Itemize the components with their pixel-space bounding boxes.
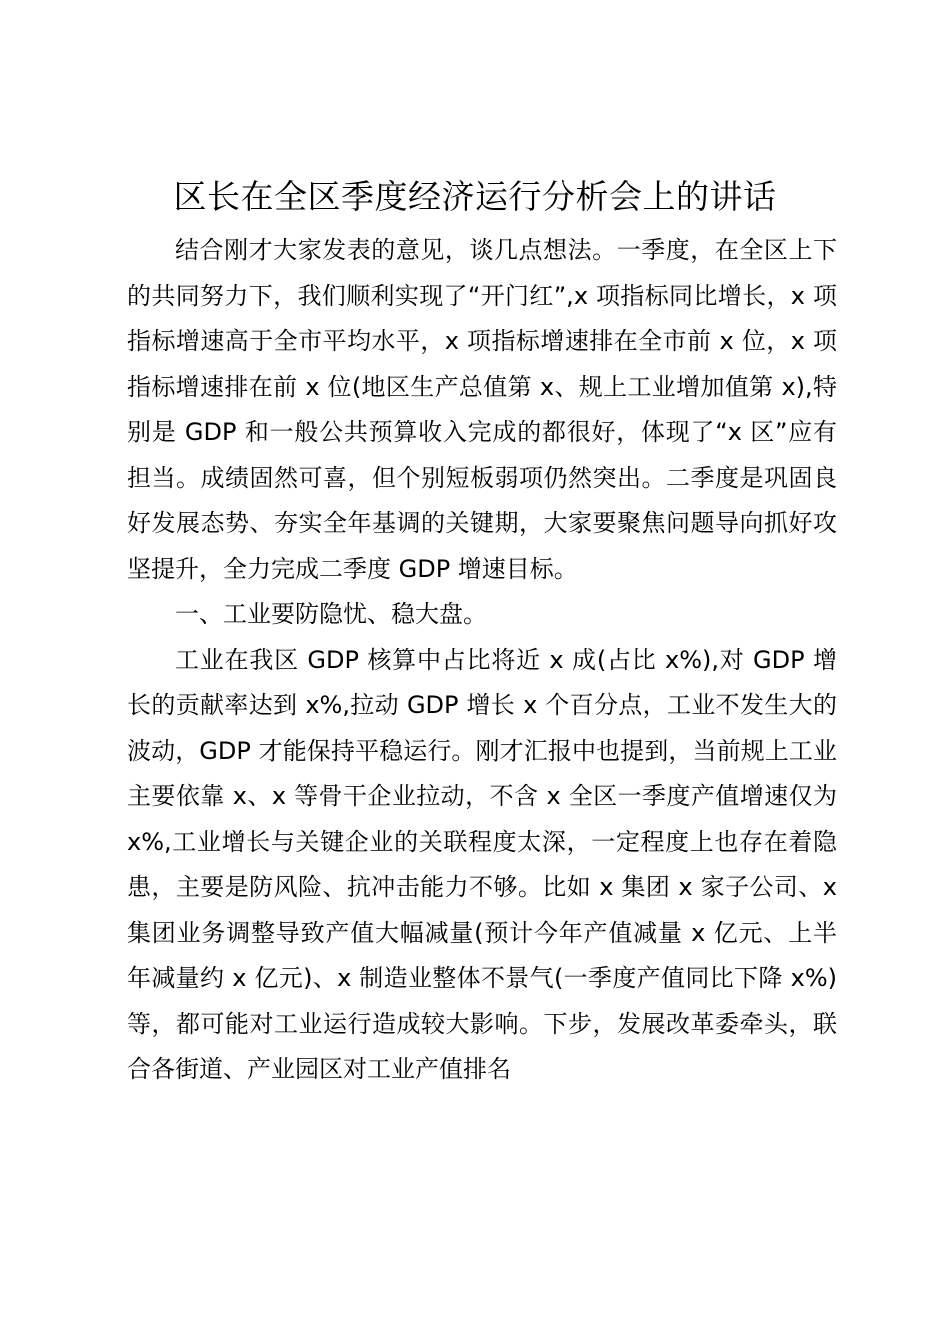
document-title: 区长在全区季度经济运行分析会上的讲话: [173, 177, 777, 216]
section-heading-industry: 一、工业要防隐忧、稳大盘。: [175, 600, 487, 628]
document-body: [127, 228, 837, 1093]
paragraph-industry: 工业在我区 GDP 核算中占比将近 x 成(占比 x%),对 GDP 增长的贡献率达到 x%,拉动 GDP 增长 x 个百分点，工业不发生大的波动，GDP 才能保持平稳运行。刚才汇报中也提到，当前规上工业主要依靠 x、x 等骨干企业拉动，不含 x 全区一季度产值增速仅为 x%,工业增长与关键企业的关联程度太深，一定程度上也存在着隐患，主要是防风险、抗冲击能力不够。比如 x 集团 x 家子公司、x 集团业务调整导致产值大幅减量(预计今年产值减量 x 亿元、上半年减量约 x 亿元)、x 制造业整体不景气(一季度产值同比下降 x%)等，都可能对工业运行造成较大影响。下步，发展改革委牵头，联合各街道、产业园区对工业产值排名: [127, 645, 837, 1083]
paragraph-intro: 结合刚才大家发表的意见，谈几点想法。一季度，在全区上下的共同努力下，我们顺利实现了“开门红”,x 项指标同比增长，x 项指标增速高于全市平均水平，x 项指标增速排在全市前 x 位，x 项指标增速排在前 x 位(地区生产总值第 x、规上工业增加值第 x),特别是 GDP 和一般公共预算收入完成的都很好，体现了“x 区”应有担当。成绩固然可喜，但个别短板弱项仍然突出。二季度是巩固良好发展态势、夯实全年基调的关键期，大家要聚焦问题导向抓好攻坚提升，全力完成二季度 GDP 增速目标。: [127, 236, 837, 583]
